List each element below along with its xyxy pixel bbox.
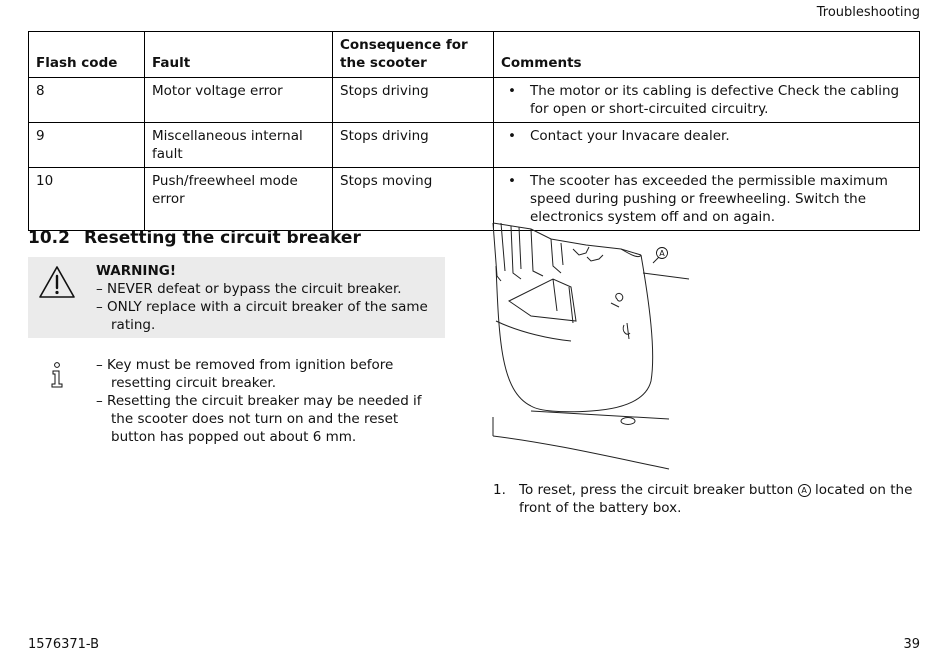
table-header-row [29,32,920,78]
step-text [519,481,913,517]
col-header-fault: Fault [145,32,333,78]
col-header-consequence: Consequence for the scooter [333,32,494,78]
running-header: Troubleshooting [816,5,920,20]
instruction-step [493,481,913,517]
bullet-icon: • [508,83,516,99]
info-icon [50,362,64,388]
comment-text: The scooter has exceeded the permissible maximum speed during pushing or freewheeling. Switch the electronics system off and on again. [530,173,888,225]
bullet-icon: • [508,173,516,189]
col-header-comments: Comments [494,32,920,78]
cell-consequence: Stops driving [333,123,494,168]
comment-text: Contact your Invacare dealer. [530,128,730,144]
cell-fault: Motor voltage error [145,78,333,123]
section-title: Resetting the circuit breaker [83,228,361,248]
step-text-after: located on the front of the battery box. [519,482,913,516]
warning-box [28,257,445,338]
warning-triangle-icon [38,265,76,299]
cell-flash-code: 10 [29,168,145,231]
cell-flash-code: 9 [29,123,145,168]
cell-consequence: Stops moving [333,168,494,231]
info-item: – Resetting the circuit breaker may be needed if the scooter does not turn on and the reset button has popped out about 6 mm. [96,393,422,445]
warning-item: – ONLY replace with a circuit breaker of the same rating. [96,299,428,333]
document-id: 1576371-B [28,637,100,652]
step-number: 1. [493,482,506,498]
cell-comment [494,123,920,168]
info-text [96,356,441,446]
cell-consequence: Stops driving [333,78,494,123]
col-header-flash-code: Flash code [29,32,145,78]
section-number: 10.2 [28,228,70,248]
cell-fault: Push/freewheel mode error [145,168,333,231]
circuit-breaker-illustration [491,221,696,471]
bullet-icon: • [508,128,516,144]
table-row [29,168,920,231]
cell-fault: Miscellaneous internal fault [145,123,333,168]
section-heading [28,228,361,248]
fault-table [28,31,920,231]
callout-marker-inline: A [798,484,811,497]
warning-text [96,262,445,334]
comment-text: The motor or its cabling is defective Check the cabling for open or short-circuited circuitry. [530,83,900,117]
info-item: – Key must be removed from ignition before resetting circuit breaker. [96,357,394,391]
cell-flash-code: 8 [29,78,145,123]
warning-item: – NEVER defeat or bypass the circuit breaker. [96,281,402,297]
cell-comment [494,78,920,123]
warning-title: WARNING! [96,263,176,279]
step-text-before: To reset, press the circuit breaker button [519,482,794,498]
table-row [29,123,920,168]
callout-label: A [659,249,665,258]
table-row [29,78,920,123]
page-number: 39 [903,637,920,652]
